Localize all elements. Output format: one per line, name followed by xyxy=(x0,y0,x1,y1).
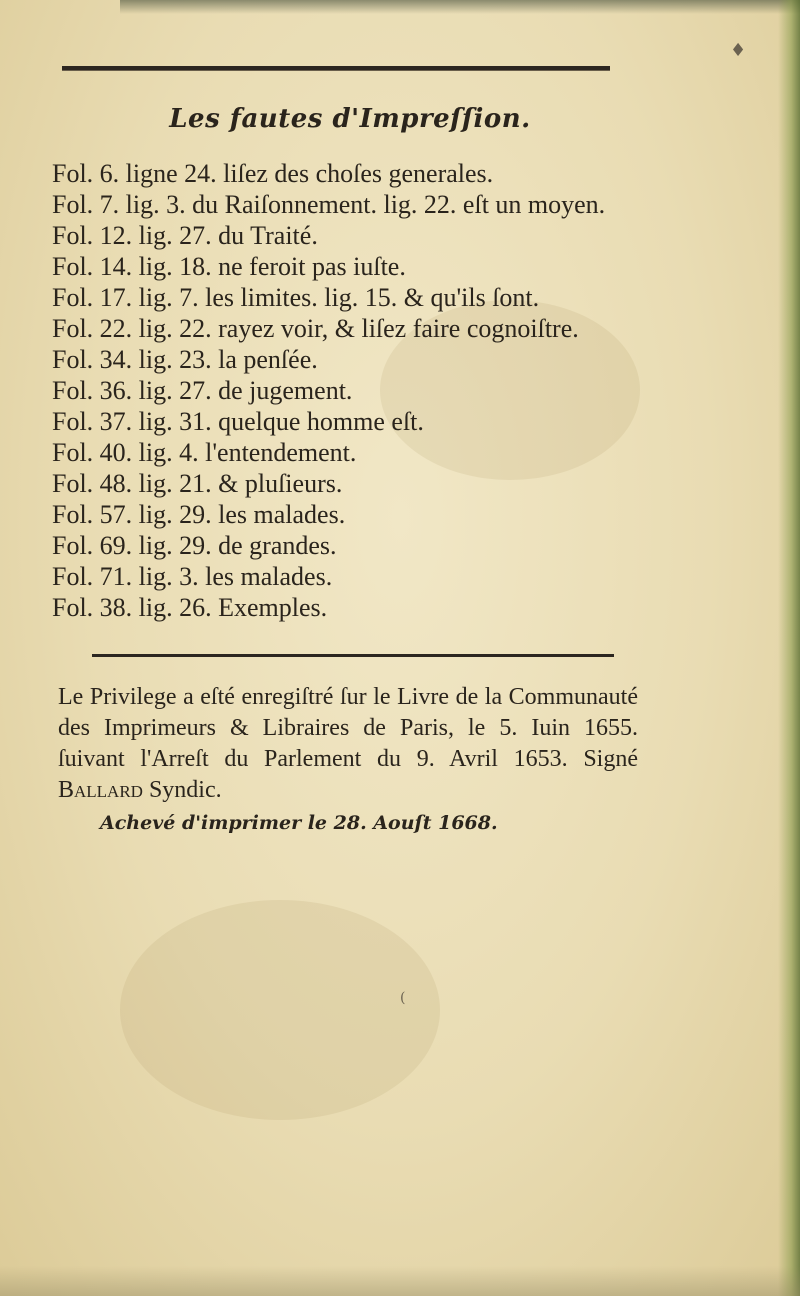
top-rule xyxy=(62,66,610,71)
errata-line: Fol. 37. lig. 31. quelque homme eſt. xyxy=(52,407,424,436)
privilege-text: Le Privilege a eſté enregiſtré ſur le Livre de la Communauté des Imprimeurs & Libraires de Paris, le 5. Iuin 1655. ſuivant l'Arreſt du Parlement du 9. Avril 1653. Signé xyxy=(58,684,638,772)
errata-list xyxy=(52,158,682,623)
page-right-edge xyxy=(778,0,800,1296)
errata-line: Fol. 7. lig. 3. du Raiſonnement. lig. 22. eſt un moyen. xyxy=(52,190,606,219)
errata-line: Fol. 71. lig. 3. les malades. xyxy=(52,562,333,591)
errata-line: Fol. 38. lig. 26. Exemples. xyxy=(52,593,328,622)
errata-line: Fol. 17. lig. 7. les limites. lig. 15. & qu'ils ſont. xyxy=(52,283,540,312)
syndic-name: Ballard xyxy=(58,777,143,803)
errata-line: Fol. 48. lig. 21. & pluſieurs. xyxy=(52,469,343,498)
errata-line: Fol. 69. lig. 29. de grandes. xyxy=(52,531,337,560)
page-bottom-edge xyxy=(0,1266,800,1296)
printing-colophon: Achevé d'imprimer le 28. Aouſt 1668. xyxy=(100,812,498,834)
paper-stain xyxy=(120,900,440,1120)
errata-line: Fol. 22. lig. 22. rayez voir, & liſez faire cognoiſtre. xyxy=(52,314,579,343)
errata-line: Fol. 14. lig. 18. ne feroit pas iuſte. xyxy=(52,252,406,281)
errata-line: Fol. 12. lig. 27. du Traité. xyxy=(52,221,318,250)
errata-line: Fol. 40. lig. 4. l'entendement. xyxy=(52,438,357,467)
ink-blot: ♦ xyxy=(730,40,747,61)
syndic-title: Syndic. xyxy=(148,777,222,803)
page-top-shadow xyxy=(120,0,800,14)
page-title: Les fautes d'Impreſſion. xyxy=(169,104,531,134)
errata-line: Fol. 34. lig. 23. la penſée. xyxy=(52,345,318,374)
section-rule xyxy=(92,654,614,657)
privilege-notice xyxy=(58,682,638,806)
paper-mark: ( xyxy=(400,990,406,1006)
errata-line: Fol. 57. lig. 29. les malades. xyxy=(52,500,346,529)
errata-line: Fol. 36. lig. 27. de jugement. xyxy=(52,376,353,405)
errata-line: Fol. 6. ligne 24. liſez des choſes generales. xyxy=(52,159,494,188)
